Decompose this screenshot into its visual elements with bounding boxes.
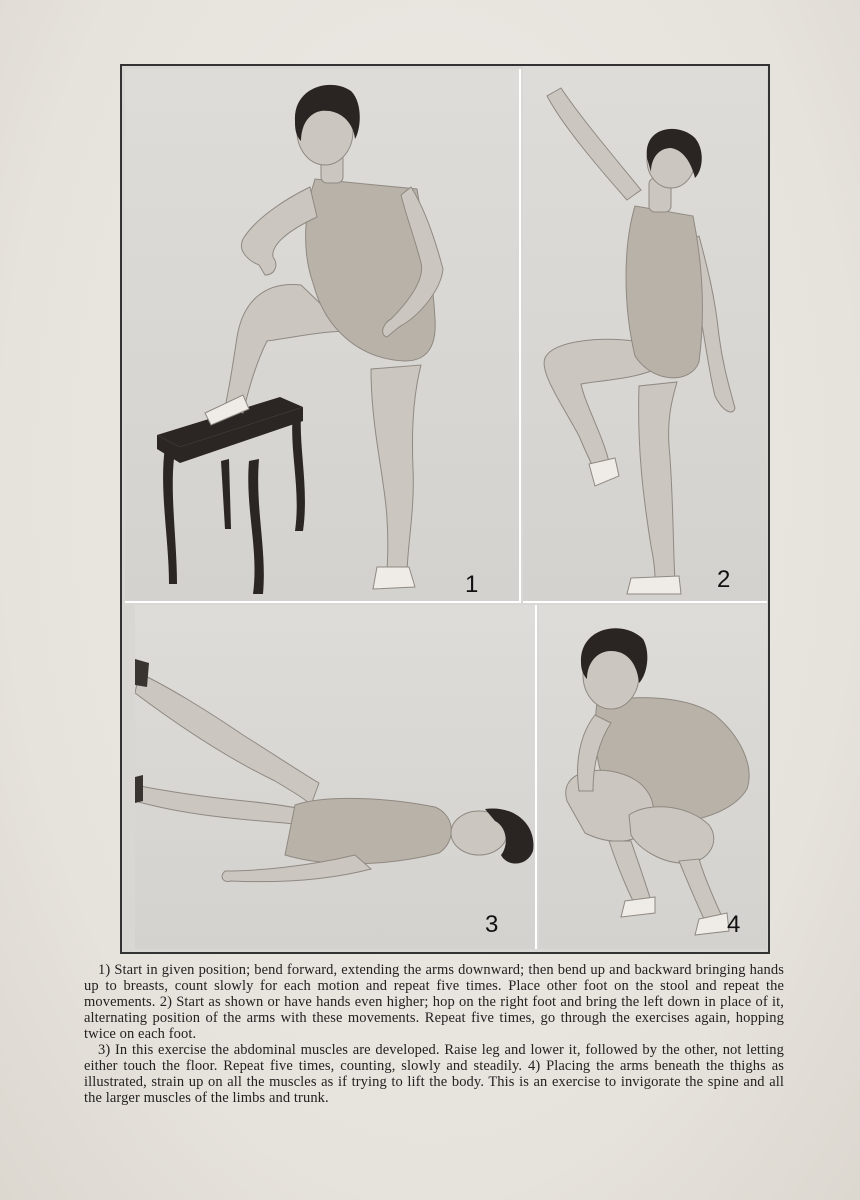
instructions-paragraph-2: 3) In this exercise the abdominal muscles are developed. Raise leg and lower it, followed by the other, not letting either touch the floor. Repeat five times, counting, slowly and steadily. 4) Placing the arms beneath the thighs as illustrated, strain up on all the muscles as if trying to lift the body. This is an exercise to invigorate the spine and all the larger muscles of the limbs and trunk. xyxy=(84,1042,784,1106)
exercise-instructions xyxy=(84,962,784,1106)
exercise-photo-3 xyxy=(135,605,537,949)
exercise-photo-plate xyxy=(120,64,770,954)
exercise-photo-4 xyxy=(539,605,767,949)
figure-number-1: 1 xyxy=(465,571,479,598)
figure-number-3: 3 xyxy=(485,911,499,938)
figure-woman-2 xyxy=(544,88,735,582)
stool-illustration xyxy=(157,397,305,594)
figure-number-4: 4 xyxy=(727,911,741,938)
figure-woman-4 xyxy=(566,641,749,925)
exercise-photo-2 xyxy=(523,66,767,603)
figure-number-2: 2 xyxy=(717,566,731,593)
instructions-paragraph-1: 1) Start in given position; bend forward, extending the arms downward; then bend up and backward bringing hands up to breasts, count slowly for each motion and repeat five times. Place other foot on the stool and repeat the movements. 2) Start as shown or have hands even higher; hop on the right foot and bring the left down in place of it, alternating position of the arms with these movements. Repeat five times, go through the exercises again, hopping twice on each foot. xyxy=(84,962,784,1042)
exercise-photo-1 xyxy=(125,69,521,603)
figure-woman-3 xyxy=(135,673,507,882)
